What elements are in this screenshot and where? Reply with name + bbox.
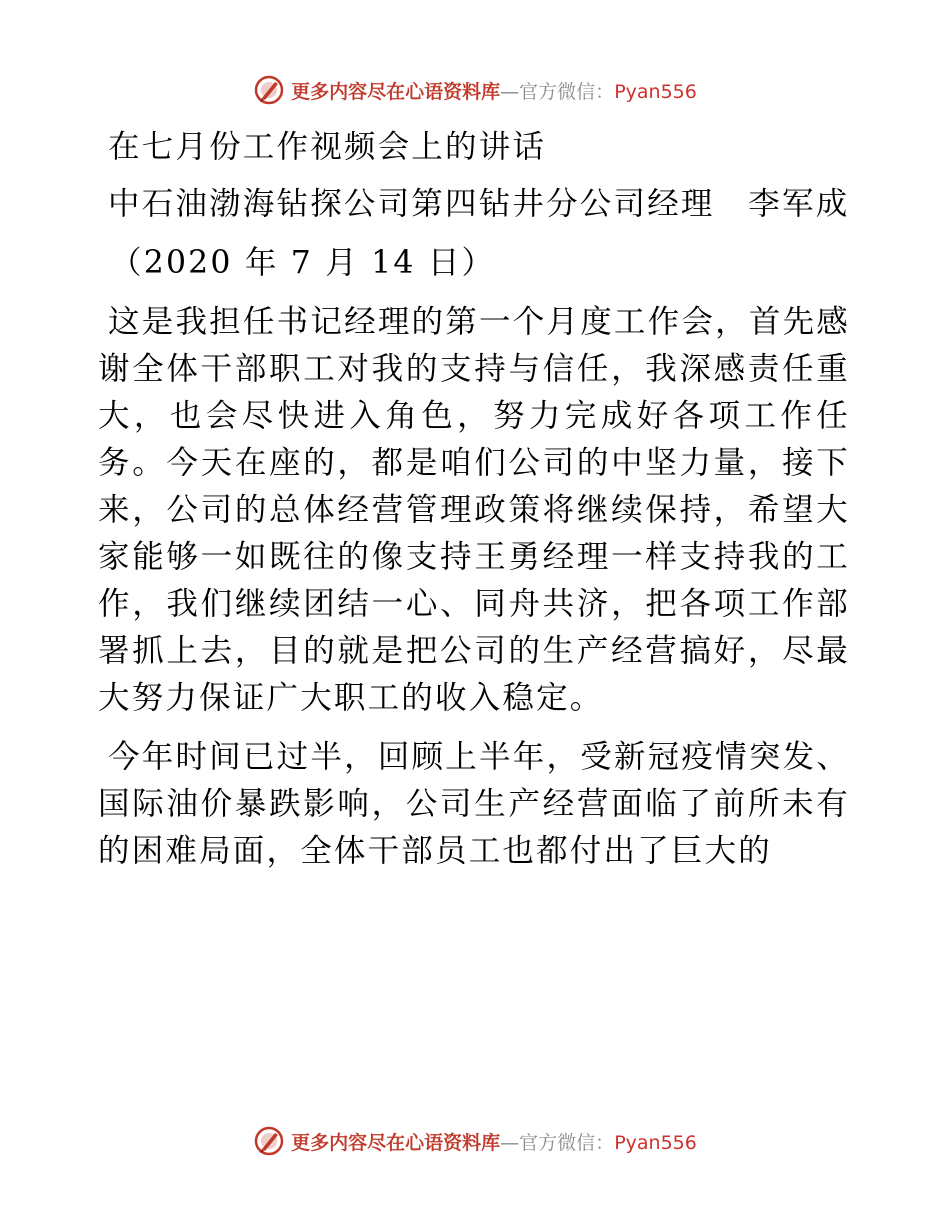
banner-wechat-id: Pyan556 xyxy=(614,1131,697,1154)
banner-dash-text: —官方微信： xyxy=(500,1131,615,1154)
quill-seal-icon xyxy=(253,1125,285,1157)
banner-red-text: 更多内容尽在心语资料库 xyxy=(291,1131,501,1154)
paragraph: 今年时间已过半，回顾上半年，受新冠疫情突发、国际油价暴跌影响，公司生产经营面临了前所未有的困难局面，全体干部员工也都付出了巨大的 xyxy=(98,739,850,869)
footer-watermark-banner xyxy=(0,1121,950,1161)
banner-wechat-id: Pyan556 xyxy=(614,80,697,103)
paragraph: 这是我担任书记经理的第一个月度工作会，首先感谢全体干部职工对我的支持与信任，我深感责任重大，也会尽快进入角色，努力完成好各项工作任务。今天在座的，都是咱们公司的中坚力量，接下来，公司的总体经营管理政策将继续保持，希望大家能够一如既往的像支持王勇经理一样支持我的工作，我们继续团结一心、同舟共济，把各项工作部署抓上去，目的就是把公司的生产经营搞好，尽最大努力保证广大职工的收入稳定。 xyxy=(98,304,850,716)
document-author-line: 中石油渤海钻探公司第四钻井分公司经理 李军成 xyxy=(108,186,850,222)
banner-label xyxy=(291,77,697,104)
header-watermark-banner xyxy=(0,70,950,110)
banner-label xyxy=(291,1128,697,1155)
document-date: （2020 年 7 月 14 日） xyxy=(110,245,496,281)
document-body xyxy=(98,124,850,875)
banner-dash-text: —官方微信： xyxy=(500,80,615,103)
document-title: 在七月份工作视频会上的讲话 xyxy=(108,129,547,165)
quill-seal-icon xyxy=(253,74,285,106)
banner-red-text: 更多内容尽在心语资料库 xyxy=(291,80,501,103)
